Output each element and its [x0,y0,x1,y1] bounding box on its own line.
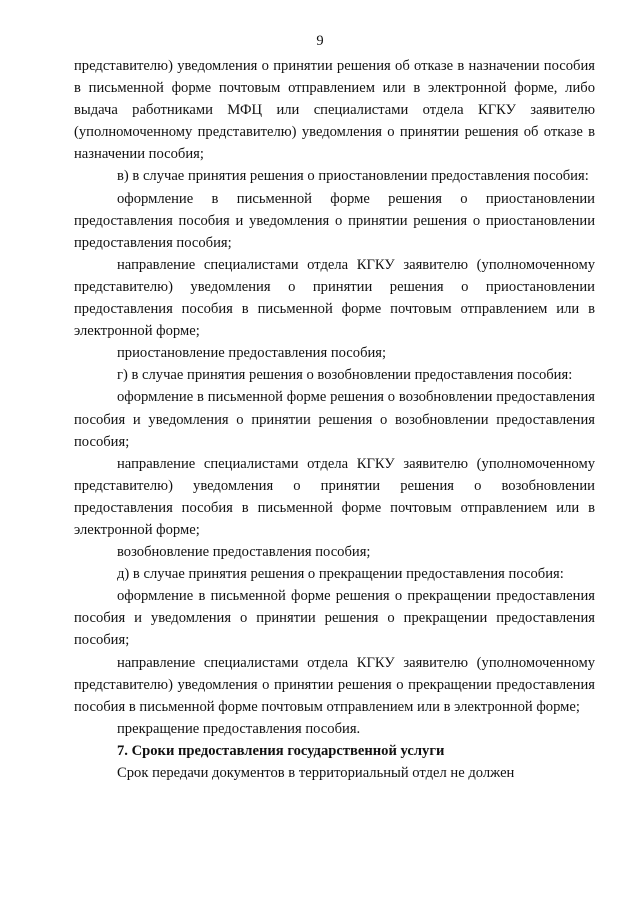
paragraph: направление специалистами отдела КГКУ заявителю (уполномоченному представителю) уведомления о принятии решения о прекращении предоставления пособия в письменной форме почтовым отправлением или в электронной форме; [74,654,595,715]
paragraph: д) в случае принятия решения о прекращении предоставления пособия: [117,566,564,583]
paragraph: прекращение предоставления пособия. [117,720,361,737]
section-heading: 7. Сроки предоставления государственной услуги [117,742,445,759]
paragraph: оформление в письменной форме решения о прекращении предоставления пособия и уведомления о принятии решения о прекращении предоставления пособия; [74,588,595,649]
page-number: 9 [316,33,324,49]
paragraph: приостановление предоставления пособия; [117,345,387,362]
paragraph: представителю) уведомления о принятии решения об отказе в назначении пособия в письменной форме почтовым отправлением или в электронной форме, либо выдача работниками МФЦ или специалистами отдела КГКУ заявителю (уполномоченному представителю) уведомления о принятии решения об отказе в назначении пособия; [74,58,595,163]
paragraph: оформление в письменной форме решения о возобновлении предоставления пособия и уведомления о принятии решения о возобновлении предоставления пособия; [74,389,595,450]
paragraph: г) в случае принятия решения о возобновлении предоставления пособия: [117,367,573,384]
paragraph: в) в случае принятия решения о приостановлении предоставления пособия: [117,168,589,185]
paragraph: оформление в письменной форме решения о приостановлении предоставления пособия и уведомления о принятии решения о приостановлении предоставления пособия; [74,190,595,251]
paragraph: направление специалистами отдела КГКУ заявителю (уполномоченному представителю) уведомления о принятии решения о приостановлении предоставления пособия в письменной форме почтовым отправлением или в электронной форме; [74,256,595,340]
paragraph-list [74,55,595,740]
page-body [74,55,595,784]
paragraph: направление специалистами отдела КГКУ заявителю (уполномоченному представителю) уведомления о принятии решения о возобновлении предоставления пособия в письменной форме почтовым отправлением или в электронной форме; [74,455,595,538]
paragraph: возобновление предоставления пособия; [117,544,371,561]
paragraph: Срок передачи документов в территориальный отдел не должен [117,765,515,781]
